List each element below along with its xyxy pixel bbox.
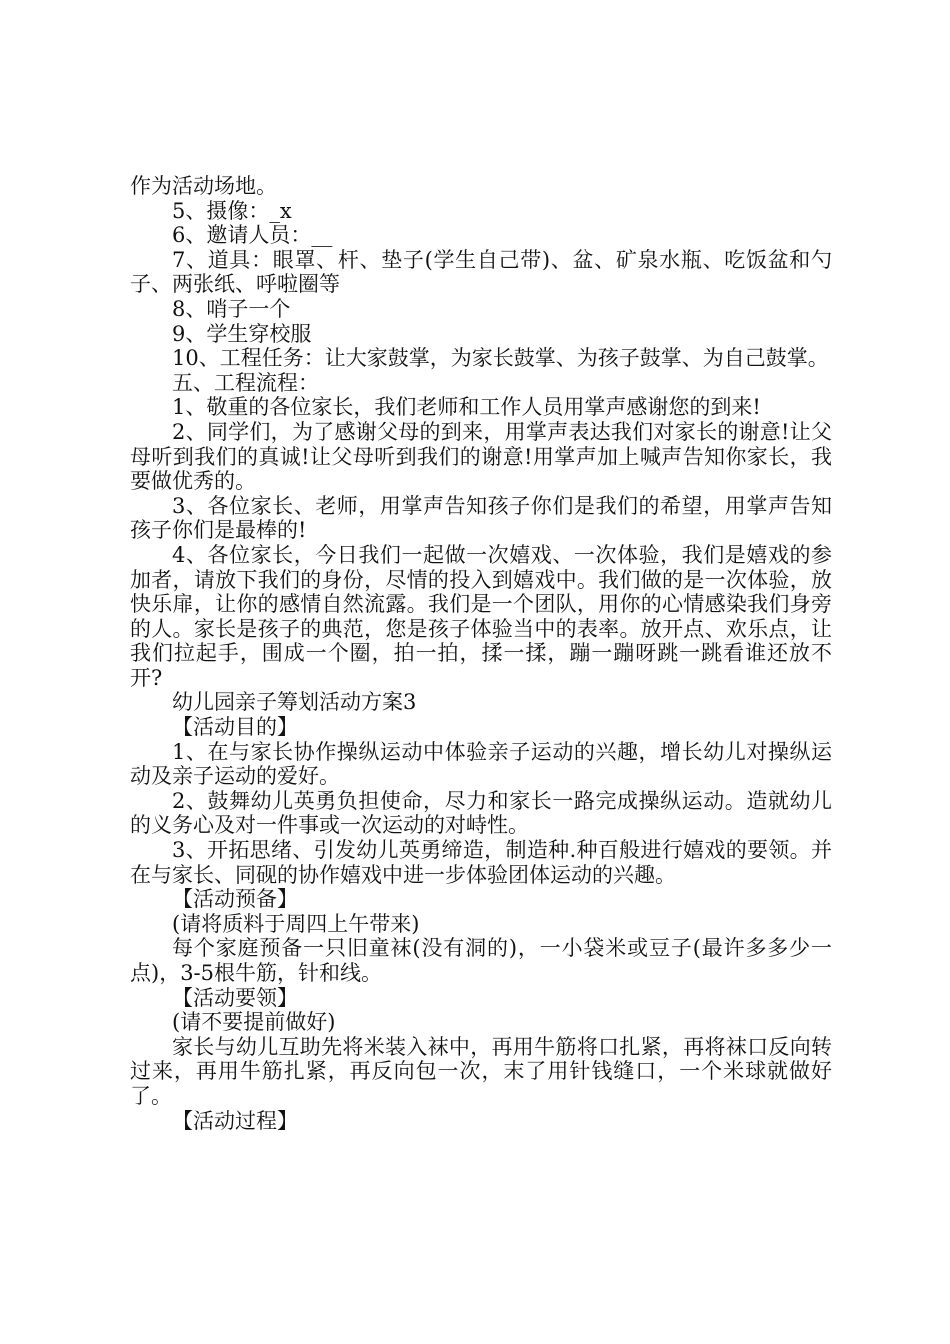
paragraph-process-2: 2、同学们，为了感谢父母的到来，用掌声表达我们对家长的谢意!让父母听到我们的真诚!让父母听到我们的谢意!用掌声加上喊声告知你家长，我要做优秀的。 bbox=[130, 419, 832, 494]
paragraph-item-6-invitees: 6、邀请人员：__ bbox=[172, 223, 333, 248]
paragraph-goal-1: 1、在与家长协作操纵运动中体验亲子运动的兴趣，增长幼儿对操纵运动及亲子运动的爱好。 bbox=[130, 739, 832, 789]
paragraph-preparation-items: 每个家庭预备一只旧童袜(没有洞的)，一小袋米或豆子(最许多多少一点)，3-5根牛筋，针和线。 bbox=[130, 936, 832, 985]
paragraph-item-7-props: 7、道具：眼罩、杆、垫子(学生自己带)、盆、矿泉水瓶、吃饭盆和勺子、两张纸、呼啦圈等 bbox=[130, 247, 832, 297]
paragraph-goal-3: 3、开拓思绪、引发幼儿英勇缔造，制造种.种百般进行嬉戏的要领。并在与家长、同砚的协作嬉戏中进一步体验团体运动的兴趣。 bbox=[130, 838, 832, 887]
paragraph-method-steps: 家长与幼儿互助先将米装入袜中，再用牛筋将口扎紧，再将袜口反向转过来，再用牛筋扎紧，再反向包一次，末了用针钱缝口，一个米球就做好了。 bbox=[130, 1034, 832, 1108]
paragraph-item-5-camera: 5、摄像：_x bbox=[172, 198, 292, 223]
paragraph-method-note: (请不要提前做好) bbox=[172, 1010, 336, 1035]
section-heading-goals: 【活动目的】 bbox=[172, 715, 298, 740]
paragraph-goal-2: 2、鼓舞幼儿英勇负担使命，尽力和家长一路完成操纵运动。造就幼儿的义务心及对一件事或一次运动的对峙性。 bbox=[130, 788, 832, 838]
section-heading-preparation: 【活动预备】 bbox=[172, 887, 298, 912]
paragraph-item-10-task: 10、工程任务：让大家鼓掌，为家长鼓掌、为孩子鼓掌、为自己鼓掌。 bbox=[172, 346, 829, 371]
section-heading-process: 五、工程流程： bbox=[172, 370, 319, 395]
paragraph-process-1: 1、敬重的各位家长，我们老师和工作人员用掌声感谢您的到来! bbox=[172, 395, 761, 420]
paragraph-process-4: 4、各位家长，今日我们一起做一次嬉戏、一次体验，我们是嬉戏的参加者，请放下我们的身份，尽情的投入到嬉戏中。我们做的是一次体验，放快乐扉，让你的感情自然流露。我们是一个团队，用你的心情感染我们身旁的人。家长是孩子的典范，您是孩子体验当中的表率。放开点、欢乐点，让我们拉起手，围成一个圈，拍一拍，揉一揉，蹦一蹦呀跳一跳看谁还放不开? bbox=[130, 542, 832, 690]
paragraph-activity-venue: 作为活动场地。 bbox=[130, 174, 277, 198]
plan-title-3: 幼儿园亲子筹划活动方案3 bbox=[172, 690, 417, 715]
section-heading-method: 【活动要领】 bbox=[172, 985, 298, 1010]
paragraph-item-9-uniform: 9、学生穿校服 bbox=[172, 321, 312, 346]
section-heading-procedure: 【活动过程】 bbox=[172, 1108, 298, 1133]
paragraph-preparation-note: (请将质料于周四上午带来) bbox=[172, 911, 420, 936]
document-body bbox=[130, 174, 832, 1133]
paragraph-process-3: 3、各位家长、老师，用掌声告知孩子你们是我们的希望，用掌声告知孩子你们是最棒的! bbox=[130, 493, 832, 543]
paragraph-item-8-whistle: 8、哨子一个 bbox=[172, 296, 291, 321]
